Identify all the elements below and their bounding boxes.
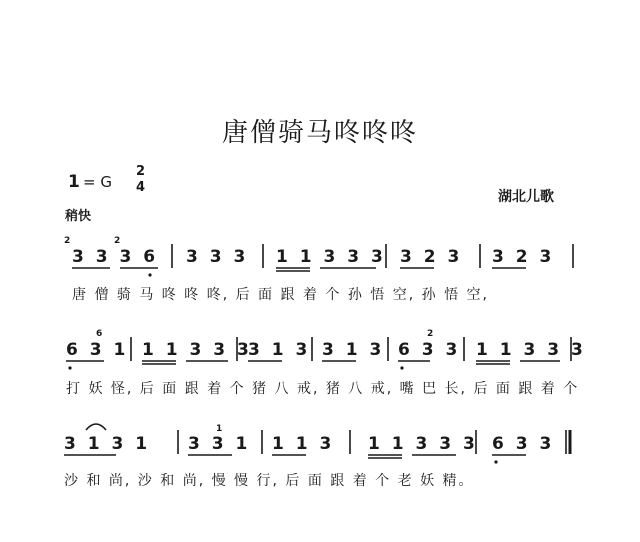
key-signature-note: = G bbox=[83, 173, 112, 191]
measure: 3 3 3 bbox=[186, 247, 249, 267]
measure: 1 1 3 3 3 bbox=[142, 340, 252, 360]
measure: 1 1 3 3 3 bbox=[368, 434, 478, 454]
slur-mark bbox=[86, 424, 106, 430]
measure: 3 2 3 bbox=[400, 247, 463, 267]
octave-dot bbox=[148, 273, 151, 276]
song-origin: 湖北儿歌 bbox=[498, 189, 554, 205]
lyrics-line: 打 妖 怪, 后 面 跟 着 个 猪 八 戒, 猪 八 戒, 嘴 巴 长, 后 面 跟 着 个 bbox=[66, 381, 580, 397]
measure: 3 3 1 bbox=[188, 434, 251, 454]
measure: 3 2 3 bbox=[492, 247, 555, 267]
measure: 1 1 3 3 3 bbox=[476, 340, 586, 360]
grace-note: 2 bbox=[114, 236, 121, 246]
grace-note: 1 bbox=[216, 424, 223, 434]
lyrics-line: 沙 和 尚, 沙 和 尚, 慢 慢 行, 后 面 跟 着 个 老 妖 精。 bbox=[64, 473, 475, 489]
measure: 1 1 3 3 3 bbox=[276, 247, 386, 267]
lyrics-line: 唐 僧 骑 马 咚 咚 咚, 后 面 跟 着 个 孙 悟 空, 孙 悟 空, bbox=[72, 287, 490, 303]
measure: 3 1 3 bbox=[248, 340, 311, 360]
time-signature-top: 2 bbox=[136, 164, 146, 179]
time-signature-bottom: 4 bbox=[136, 180, 146, 195]
measure: 6 3 3 bbox=[492, 434, 555, 454]
measure: 3 1 3 1 bbox=[64, 434, 151, 454]
measure: 6 3 3 bbox=[398, 340, 461, 360]
octave-dot bbox=[400, 366, 403, 369]
grace-note: 2 bbox=[64, 236, 71, 246]
grace-note: 6 bbox=[96, 329, 103, 339]
grace-note: 2 bbox=[427, 329, 434, 339]
measure: 1 1 3 bbox=[272, 434, 335, 454]
octave-dot bbox=[494, 460, 497, 463]
measure: 3 1 3 bbox=[322, 340, 385, 360]
key-signature-number: 1 bbox=[68, 172, 80, 192]
octave-dot bbox=[68, 366, 71, 369]
song-title: 唐僧骑马咚咚咚 bbox=[221, 118, 418, 148]
measure: 6 3 1 bbox=[66, 340, 129, 360]
tempo-marking: 稍快 bbox=[65, 209, 92, 224]
measure: 3 3 3 6 bbox=[72, 247, 159, 267]
